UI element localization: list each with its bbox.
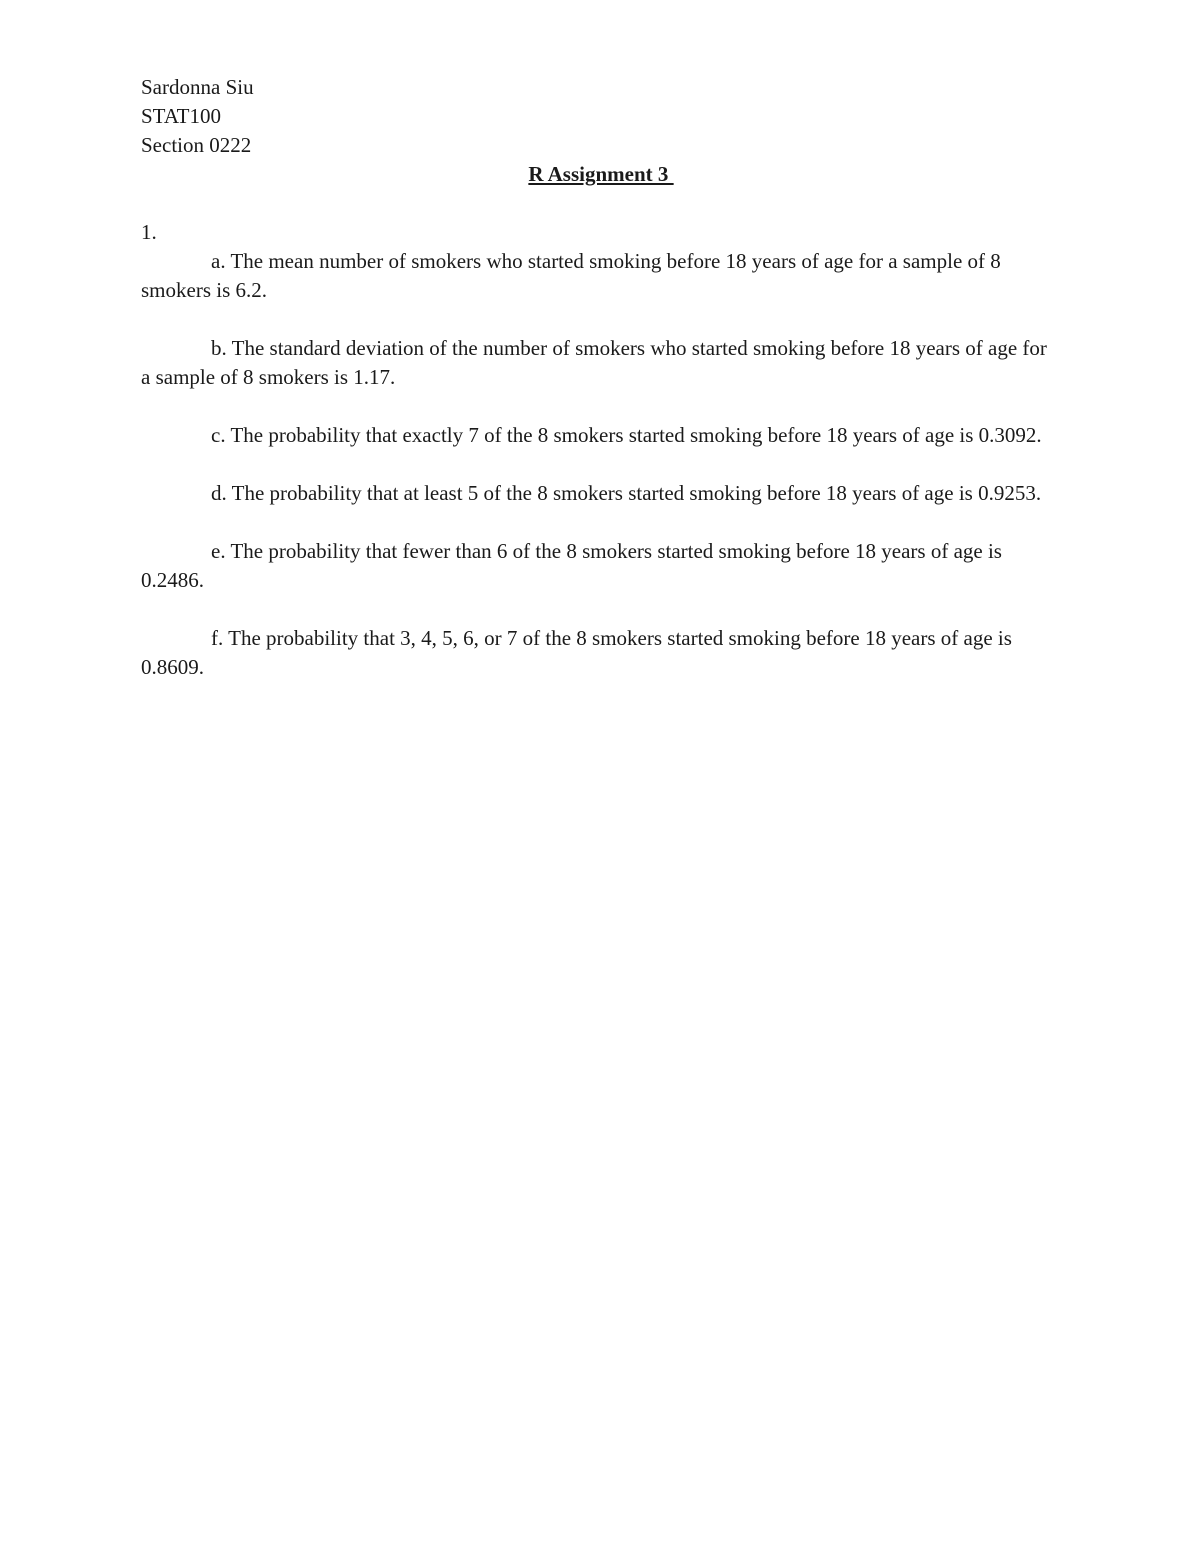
answer-a: a. The mean number of smokers who started smoking before 18 years of age for a sample of 8 smokers is 6.2. [141,249,1001,302]
section-number: Section 0222 [141,133,252,157]
course-code: STAT100 [141,104,221,128]
answer-b: b. The standard deviation of the number of smokers who started smoking before 18 years of age for a sample of 8 smokers is 1.17. [141,336,1047,389]
answer-d: d. The probability that at least 5 of the 8 smokers started smoking before 18 years of age is 0.9253. [211,481,1042,505]
document-body [141,73,1061,682]
student-name: Sardonna Siu [141,75,254,99]
question-number: 1. [141,220,157,244]
answer-f: f. The probability that 3, 4, 5, 6, or 7 of the 8 smokers started smoking before 18 years of age is 0.8609. [141,626,1012,679]
answer-list [141,247,1061,682]
document-title: R Assignment 3 [528,162,674,186]
answer-c: c. The probability that exactly 7 of the 8 smokers started smoking before 18 years of age is 0.3092. [211,423,1042,447]
answer-e: e. The probability that fewer than 6 of the 8 smokers started smoking before 18 years of age is 0.2486. [141,539,1002,592]
